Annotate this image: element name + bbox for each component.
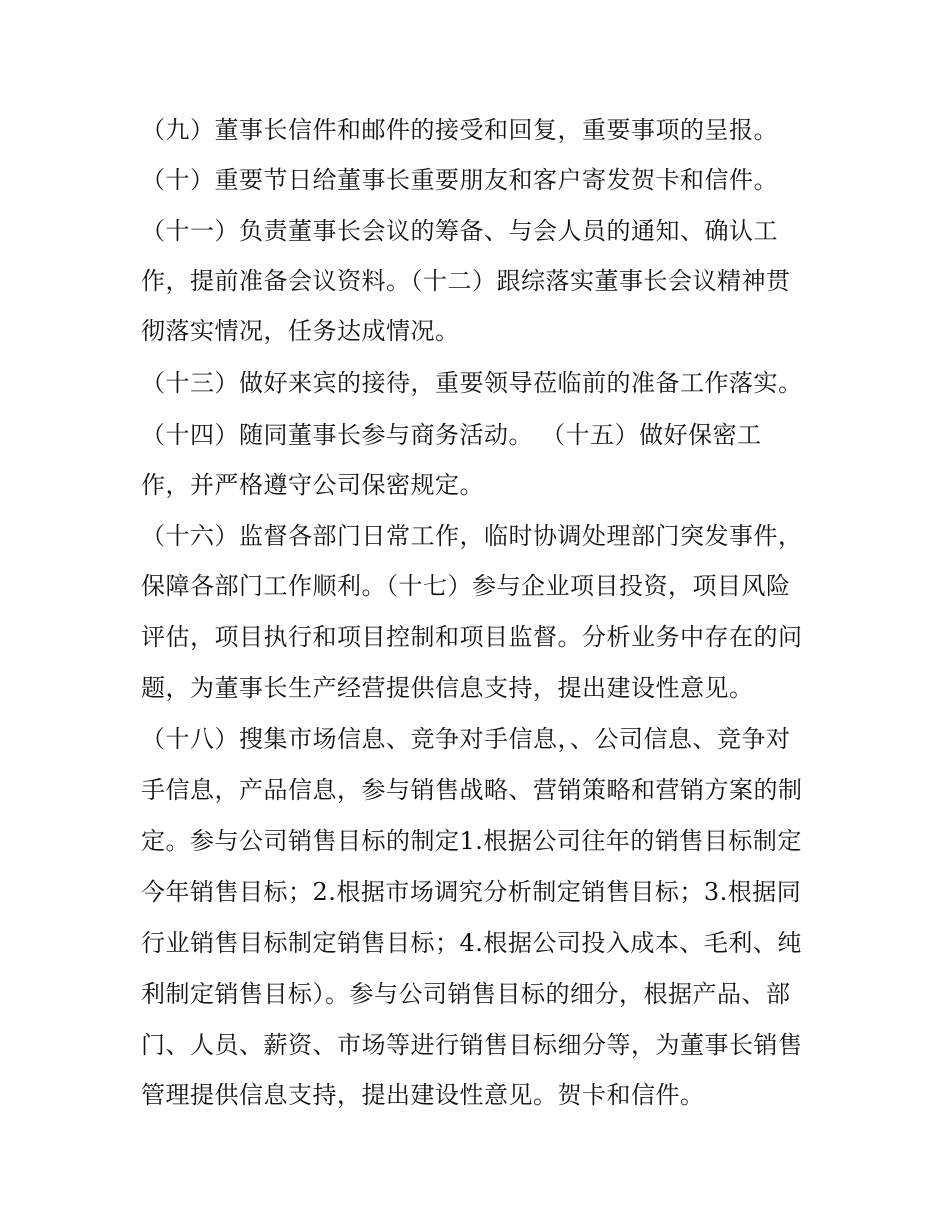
text-line: 利制定销售目标）。参与公司销售目标的细分，根据产品、部 — [141, 980, 791, 1008]
text-line: （十三）做好来宾的接待，重要领导莅临前的准备工作落实。 — [141, 369, 803, 397]
text-line: 评估，项目执行和项目控制和项目监督。分析业务中存在的问 — [141, 623, 803, 651]
text-line: 管理提供信息支持，提出建设性意见。贺卡和信件。 — [141, 1081, 705, 1109]
text-line: （十）重要节日给董事长重要朋友和客户寄发贺卡和信件。 — [141, 166, 778, 194]
text-line: 今年销售目标；2.根据市场调究分析制定销售目标；3.根据同 — [141, 878, 802, 906]
text-line: 作，提前准备会议资料。（十二）跟综落实董事长会议精神贯 — [141, 267, 791, 295]
text-line: 手信息，产品信息，参与销售战略、营销策略和营销方案的制 — [141, 776, 803, 804]
text-line: 门、人员、薪资、市场等进行销售目标细分等，为董事长销售 — [141, 1031, 803, 1059]
text-line: 彻落实情况，任务达成情况。 — [141, 317, 460, 345]
text-line: 定。参与公司销售目标的制定1.根据公司往年的销售目标制定 — [141, 827, 802, 855]
text-line: 作，并严格遵守公司保密规定。 — [141, 471, 484, 499]
text-line: （十八）搜集市场信息、竞争对手信息，、公司信息、竞争对 — [141, 725, 791, 753]
text-line: 题，为董事长生产经营提供信息支持，提出建设性意见。 — [141, 674, 754, 702]
text-line: 保障各部门工作顺利。（十七）参与企业项目投资，项目风险 — [141, 572, 791, 600]
text-line: 行业销售目标制定销售目标；4.根据公司投入成本、毛利、纯 — [141, 929, 802, 957]
text-line: （十四）随同董事长参与商务活动。 （十五）做好保密工 — [141, 421, 762, 449]
text-line: （十一）负责董事长会议的筹备、与会人员的通知、确认工 — [141, 217, 778, 245]
text-line: （九）董事长信件和邮件的接受和回复，重要事项的呈报。 — [141, 116, 778, 144]
text-line: （十六）监督各部门日常工作，临时协调处理部门突发事件， — [141, 522, 803, 550]
